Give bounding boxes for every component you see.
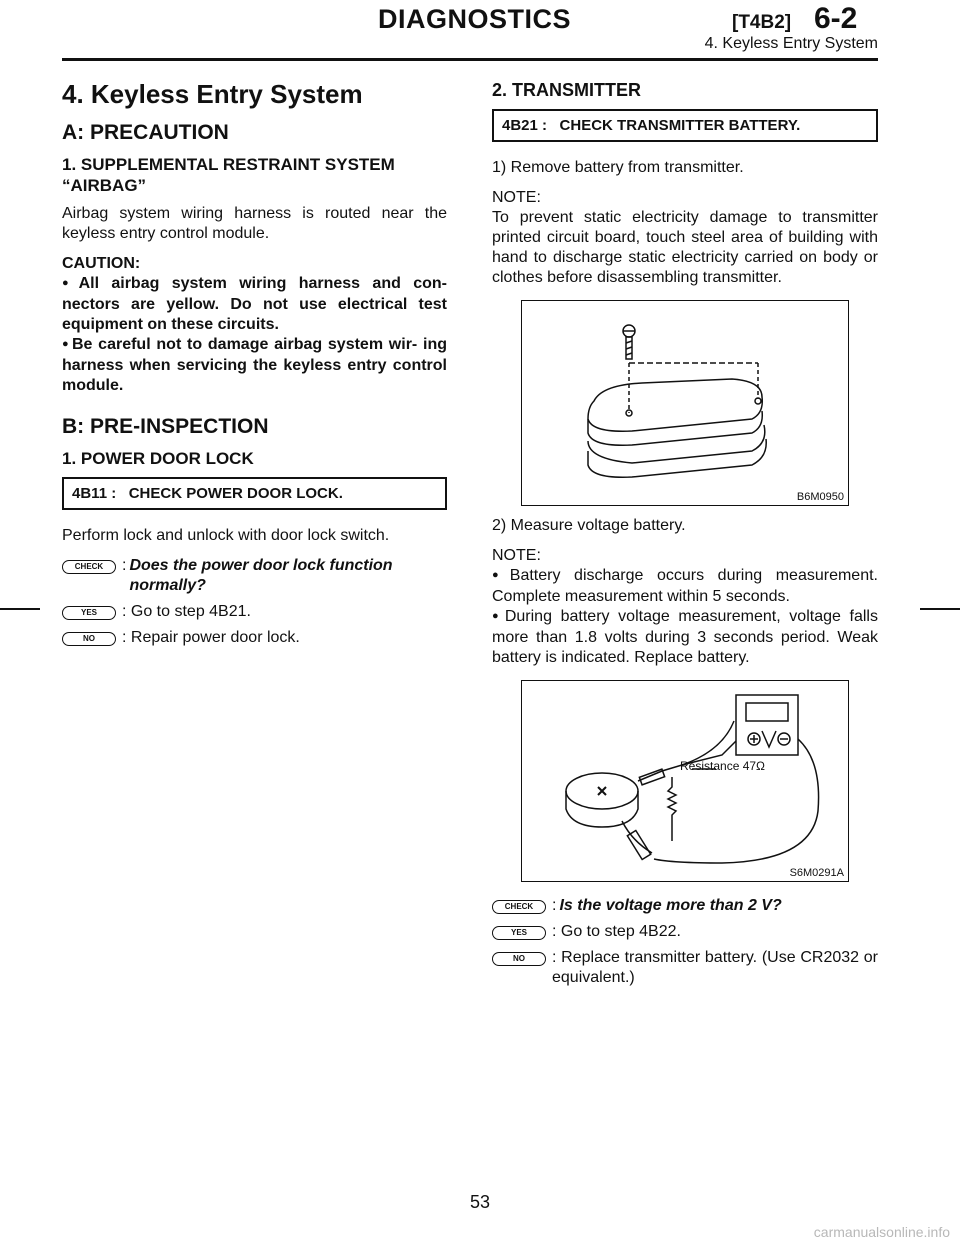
step-box-4b21: 4B21 : CHECK TRANSMITTER BATTERY. [492, 109, 878, 142]
yes-step-ref: 4B21 [209, 603, 247, 620]
note-2-label: NOTE: [492, 547, 541, 564]
check-badge-icon-2: CHECK [492, 900, 546, 914]
yes-prefix-2: : Go to step [552, 923, 640, 940]
yes-suffix: . [246, 603, 251, 620]
step-2: 2) Measure voltage battery. [492, 517, 686, 534]
figure-1-code: B6M0950 [796, 491, 844, 503]
page-title: 4. Keyless Entry System [62, 79, 363, 109]
yes-row [62, 602, 447, 622]
caution-item-2: ● Be careful not to damage airbag system wir- ing harness when servicing the keyless entry control module. [62, 335, 447, 396]
header-section: 6-2 [814, 2, 858, 35]
header-rule [62, 58, 878, 61]
note-2-item-1: ● Battery discharge occurs during measurement. Complete measurement within 5 seconds. [492, 566, 878, 607]
check-row: CHECK : Does the power door lock function normally? [62, 556, 447, 596]
right-column [492, 74, 878, 994]
yes-suffix-2: . [676, 923, 681, 940]
note-label: NOTE: [492, 189, 541, 206]
voltmeter-drawing-icon [522, 681, 848, 881]
no-action-2: : Replace transmitter battery. (Use CR2032 or equivalent.) [552, 949, 878, 986]
section-b1-title: 1. POWER DOOR LOCK [62, 449, 254, 468]
check-row-2: CHECK : Is the voltage more than 2 V? [492, 896, 878, 916]
no-badge-icon: NO [62, 632, 116, 646]
caution-item-1: ● All airbag system wiring harness and con- nectors are yellow. Do not use electrical test equipment on these circuits. [62, 274, 447, 335]
crop-mark-right [920, 608, 960, 610]
step-box-4b11: 4B11 : CHECK POWER DOOR LOCK. [62, 477, 447, 510]
no-row [62, 628, 447, 648]
section-b-title: B: PRE-INSPECTION [62, 415, 269, 438]
yes-prefix: : Go to step [122, 603, 210, 620]
yes-row-2 [492, 922, 878, 942]
figure-2-code: S6M0291A [789, 867, 844, 879]
check-badge-icon: CHECK [62, 560, 116, 574]
figure-transmitter [521, 300, 849, 506]
transmitter-drawing-icon [522, 301, 848, 505]
section-b1-text: Perform lock and unlock with door lock switch. [62, 527, 390, 544]
section-a1-text: Airbag system wiring harness is routed near the keyless entry control module. [62, 205, 447, 242]
header-code: [T4B2] [732, 12, 792, 33]
no-action: : Repair power door lock. [122, 629, 300, 646]
left-column [62, 74, 447, 654]
page-number: 53 [469, 1192, 491, 1212]
no-row-2 [492, 948, 878, 988]
resistance-label: Resistance 47Ω [680, 759, 766, 773]
yes-badge-icon: YES [62, 606, 116, 620]
yes-badge-icon-2: YES [492, 926, 546, 940]
check-question-2: Is the voltage more than 2 V? [559, 897, 782, 914]
check-question: Does the power door lock function normally? [129, 557, 393, 594]
figure-voltmeter [521, 680, 849, 882]
header-subtitle: 4. Keyless Entry System [704, 35, 878, 52]
step-1: 1) Remove battery from transmitter. [492, 159, 744, 176]
section-a1-title: 1. SUPPLEMENTAL RESTRAINT SYSTEM “AIRBAG” [62, 155, 395, 195]
transmitter-title: 2. TRANSMITTER [492, 80, 642, 100]
crop-mark-left [0, 608, 40, 610]
caution-label: CAUTION: [62, 255, 141, 272]
note-text: To prevent static electricity damage to transmitter printed circuit board, touch steel area of building with hand to discharge static electricity carried on body or clothes before disassembling transmitter. [492, 209, 878, 286]
header-title: DIAGNOSTICS [378, 4, 572, 34]
note-2-item-2: ● During battery voltage measurement, voltage falls more than 1.8 volts during 3 seconds period. Weak battery is indicated. Replace battery. [492, 607, 878, 668]
section-a-title: A: PRECAUTION [62, 121, 229, 144]
no-badge-icon-2: NO [492, 952, 546, 966]
footer-watermark[interactable]: carmanualsonline.info [813, 1224, 950, 1240]
yes-step-ref-2: 4B22 [639, 923, 677, 940]
